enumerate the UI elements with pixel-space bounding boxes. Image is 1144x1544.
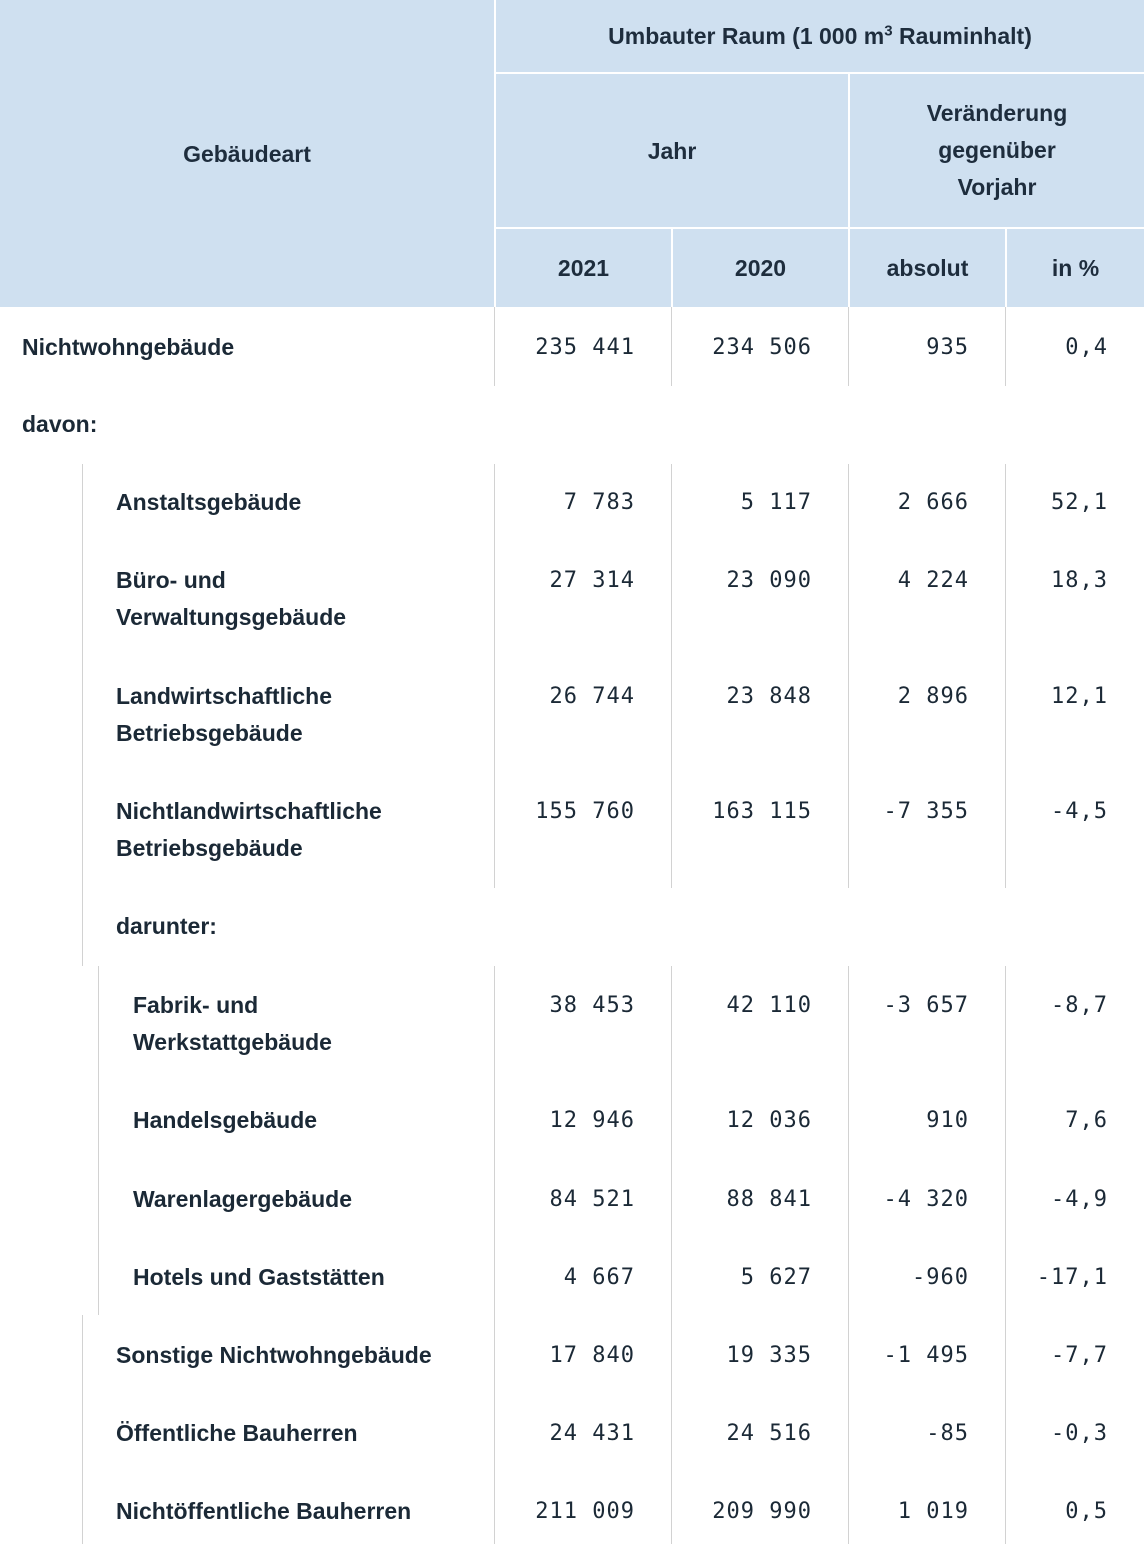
row-label-line: Büro- und bbox=[116, 567, 226, 593]
header-group-prefix: Umbauter Raum (1 000 m bbox=[608, 23, 885, 49]
cell-2021: 38 453 bbox=[549, 993, 635, 1018]
cell-2021: 4 667 bbox=[563, 1265, 635, 1290]
row-label bbox=[133, 987, 332, 1061]
row-label: Hotels und Gaststätten bbox=[133, 1264, 385, 1290]
header-veraenderung-line: gegenüber bbox=[938, 137, 1056, 163]
cell-absolut: 2 896 bbox=[897, 684, 969, 709]
header-gebaeudeart: Gebäudeart bbox=[183, 140, 311, 167]
cell-2021: 155 760 bbox=[535, 799, 635, 824]
cell-pct: -4,9 bbox=[1051, 1187, 1108, 1212]
cell-absolut: 935 bbox=[926, 335, 969, 360]
row-label bbox=[116, 793, 382, 867]
cell-pct: -0,3 bbox=[1051, 1421, 1108, 1446]
cell-pct: -4,5 bbox=[1051, 799, 1108, 824]
cell-2021: 211 009 bbox=[535, 1499, 635, 1524]
row-label: Anstaltsgebäude bbox=[116, 489, 302, 515]
cell-2021: 84 521 bbox=[549, 1187, 635, 1212]
row-label: Handelsgebäude bbox=[133, 1107, 318, 1133]
cell-2020: 23 848 bbox=[726, 684, 812, 709]
cell-absolut: 2 666 bbox=[897, 490, 969, 515]
column-separator bbox=[671, 966, 672, 1544]
cell-2020: 88 841 bbox=[726, 1187, 812, 1212]
header-col-2021: 2021 bbox=[557, 255, 610, 281]
column-separator bbox=[1005, 966, 1006, 1544]
section-label-davon: davon: bbox=[22, 411, 98, 437]
cell-2020: 12 036 bbox=[726, 1108, 812, 1133]
column-separator bbox=[494, 966, 495, 1544]
row-label-line: Fabrik- und bbox=[133, 992, 259, 1018]
cell-2020: 234 506 bbox=[712, 335, 812, 360]
row-label-line: Verwaltungsgebäude bbox=[116, 604, 347, 630]
header-veraenderung bbox=[850, 74, 1144, 227]
cell-pct: 0,4 bbox=[1065, 335, 1108, 360]
cell-2021: 235 441 bbox=[535, 335, 635, 360]
cell-2021: 27 314 bbox=[549, 568, 635, 593]
row-label-line: Landwirtschaftliche bbox=[116, 683, 332, 709]
cell-pct: 0,5 bbox=[1065, 1499, 1108, 1524]
cell-absolut: -7 355 bbox=[883, 799, 969, 824]
cell-absolut: 1 019 bbox=[897, 1499, 969, 1524]
row-label: Öffentliche Bauherren bbox=[116, 1420, 358, 1446]
indent-guide bbox=[82, 464, 83, 966]
row-label bbox=[116, 562, 346, 636]
cell-2021: 17 840 bbox=[549, 1343, 635, 1368]
cell-absolut: 910 bbox=[926, 1108, 969, 1133]
cell-2021: 7 783 bbox=[563, 490, 635, 515]
header-group-suffix: Rauminhalt) bbox=[892, 23, 1032, 49]
row-label: Nichtwohngebäude bbox=[22, 334, 235, 360]
cell-pct: 12,1 bbox=[1051, 684, 1108, 709]
header-veraenderung-line: Veränderung bbox=[926, 100, 1068, 126]
row-label: Warenlagergebäude bbox=[133, 1186, 352, 1212]
cell-absolut: -1 495 bbox=[883, 1343, 969, 1368]
cell-2020: 24 516 bbox=[726, 1421, 812, 1446]
header-group-sup: 3 bbox=[884, 22, 893, 40]
cell-pct: 18,3 bbox=[1051, 568, 1108, 593]
header-col-2020: 2020 bbox=[734, 255, 787, 281]
cell-absolut: -960 bbox=[912, 1265, 969, 1290]
indent-guide bbox=[98, 966, 99, 1315]
row-label-line: Betriebsgebäude bbox=[116, 835, 303, 861]
cell-pct: 52,1 bbox=[1051, 490, 1108, 515]
cell-2021: 24 431 bbox=[549, 1421, 635, 1446]
header-umbauter-raum bbox=[496, 0, 1144, 72]
header-veraenderung-line: Vorjahr bbox=[957, 174, 1037, 200]
cell-2020: 209 990 bbox=[712, 1499, 812, 1524]
row-label-line: Werkstattgebäude bbox=[133, 1029, 332, 1055]
cell-absolut: -85 bbox=[926, 1421, 969, 1446]
cell-pct: -8,7 bbox=[1051, 993, 1108, 1018]
row-label bbox=[116, 678, 332, 752]
cell-absolut: -3 657 bbox=[883, 993, 969, 1018]
cell-2020: 5 117 bbox=[740, 490, 812, 515]
column-separator bbox=[848, 966, 849, 1544]
cell-pct: -7,7 bbox=[1051, 1343, 1108, 1368]
header-col-absolut: absolut bbox=[886, 255, 969, 281]
cell-pct: -17,1 bbox=[1036, 1265, 1108, 1290]
cell-pct: 7,6 bbox=[1065, 1108, 1108, 1133]
row-label-line: Betriebsgebäude bbox=[116, 720, 303, 746]
header-jahr: Jahr bbox=[647, 137, 697, 164]
cell-2021: 26 744 bbox=[549, 684, 635, 709]
cell-absolut: 4 224 bbox=[897, 568, 969, 593]
row-label: Nichtöffentliche Bauherren bbox=[116, 1498, 412, 1524]
section-label-darunter: darunter: bbox=[116, 913, 217, 939]
cell-2020: 23 090 bbox=[726, 568, 812, 593]
row-label: Sonstige Nichtwohngebäude bbox=[116, 1342, 432, 1368]
indent-guide bbox=[82, 1315, 83, 1544]
cell-2021: 12 946 bbox=[549, 1108, 635, 1133]
cell-2020: 163 115 bbox=[712, 799, 812, 824]
cell-2020: 42 110 bbox=[726, 993, 812, 1018]
cell-2020: 19 335 bbox=[726, 1343, 812, 1368]
header-col-pct: in % bbox=[1051, 255, 1100, 281]
row-label-line: Nichtlandwirtschaftliche bbox=[116, 798, 382, 824]
cell-2020: 5 627 bbox=[740, 1265, 812, 1290]
cell-absolut: -4 320 bbox=[883, 1187, 969, 1212]
